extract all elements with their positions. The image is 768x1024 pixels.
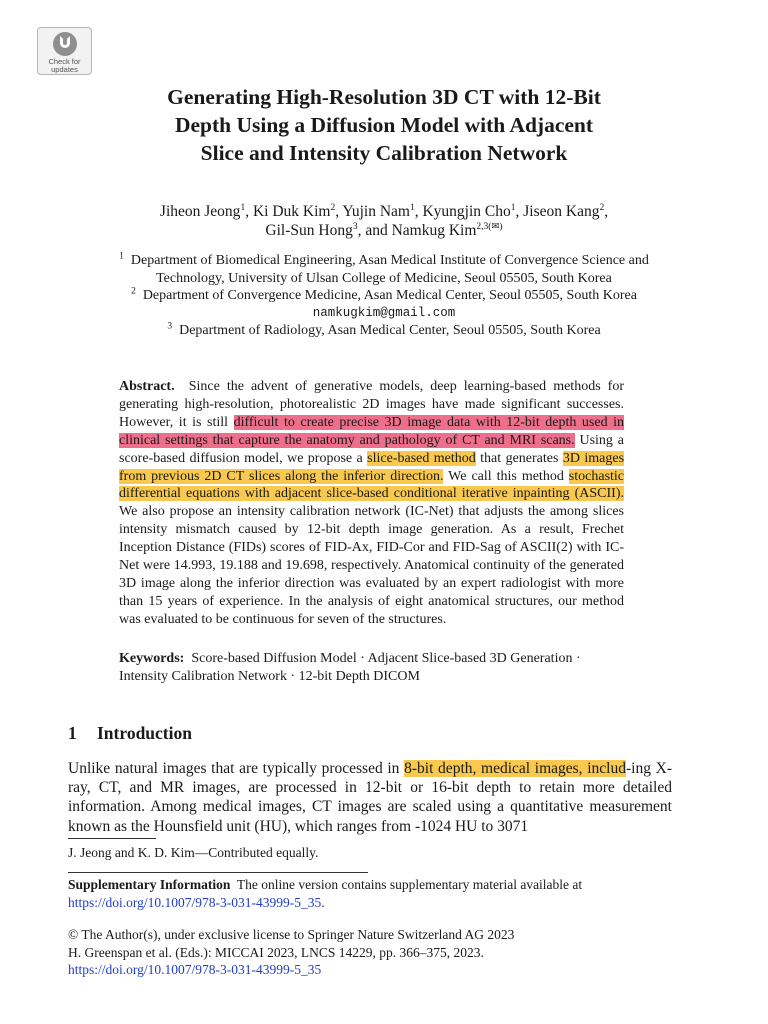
author-affiliation-mark: 1 — [240, 202, 246, 213]
author-name: Ki Duk Kim — [252, 203, 331, 220]
supplementary-label: Supplementary Information — [68, 877, 231, 892]
copyright-line: © The Author(s), under exclusive license to Springer Nature Switzerland AG 2023 — [68, 927, 515, 942]
affiliation-1 — [60, 252, 708, 270]
highlight-yellow: 8-bit depth, medical images, includ — [404, 760, 626, 777]
title-line-3: Slice and Intensity Calibration Network — [200, 141, 568, 165]
check-for-updates-badge[interactable] — [37, 27, 92, 75]
abstract-text: We also propose an intensity calibration network (IC-Net) that adjusts the among slices intensity mismatch caused by 12-bit depth image generation. As a result, Frechet Inception Distance (FIDs) scores of FID-Ax, FID-Cor and FID-Sag of ASCII(2) with IC-Net were 14.993, 19.188 and 19.698, respectively. Anatomical continuity of the generated 3D image along the inferior direction was evaluated by an expert radiologist with more than 15 years of experience. In the analysis of eight anatomical structures, our method was evaluated to be continuous for seven of the structures. — [119, 504, 624, 627]
title-line-2: Depth Using a Diffusion Model with Adjacent — [174, 113, 594, 137]
affiliation-text: Department of Biomedical Engineering, Asan Medical Institute of Convergence Science and — [130, 253, 649, 268]
author-name: Jiheon Jeong — [159, 203, 241, 220]
author-affiliation-mark: 1 — [510, 202, 516, 213]
author-name: Gil-Sun Hong — [265, 222, 353, 239]
keywords-text: Score-based Diffusion Model · Adjacent Slice-based 3D Generation · Intensity Calibration Network · 12-bit Depth DICOM — [119, 651, 581, 684]
section-title: Introduction — [97, 723, 192, 743]
author-list: Jiheon Jeong$^1$, Ki Duk Kim$^2$, Yujin Nam$^1$, Kyungjin Cho$^1$, Jiseon Kang$^2$, Gil-Sun Hong$^3$, and Namkug Kim$^{2,3(✉)}$ — [159, 202, 609, 239]
badge-label-line1: Check for — [48, 57, 81, 66]
affiliation-number: 3 — [167, 321, 173, 332]
citation-line: H. Greenspan et al. (Eds.): MICCAI 2023, LNCS 14229, pp. 366–375, 2023. — [68, 944, 484, 960]
author-name: Yujin Nam — [342, 203, 410, 220]
abstract-text: Using a score-based diffusion model, we propose a — [119, 432, 624, 466]
author-name: Namkug Kim — [391, 222, 477, 239]
section-heading — [68, 722, 192, 744]
copyright-footer — [68, 926, 674, 979]
affiliation-3 — [60, 322, 708, 340]
highlight-yellow: 3D images from previous 2D CT slices along the inferior direction. — [119, 450, 625, 484]
title-line-1: Generating High-Resolution 3D CT with 12-Bit — [167, 85, 601, 109]
highlight-yellow: slice-based method — [367, 450, 476, 466]
affiliation-1-line-2: Technology, University of Ulsan College of Medicine, Seoul 05505, South Korea — [156, 270, 612, 286]
check-updates-label — [38, 58, 91, 74]
introduction-paragraph — [68, 759, 672, 836]
keywords — [119, 650, 624, 686]
affiliation-text: Department of Convergence Medicine, Asan Medical Center, Seoul 05505, South Korea — [142, 288, 637, 303]
author-affiliation-mark: 1 — [409, 202, 415, 213]
highlight-red: difficult to create precise 3D image data with 12-bit depth used in clinical settings that capture the anatomy and pathology of CT and MRI scans. — [119, 414, 625, 448]
affiliation-text: Department of Radiology, Asan Medical Center, Seoul 05505, South Korea — [179, 323, 601, 338]
abstract-label: Abstract. — [119, 379, 175, 394]
abstract — [119, 378, 624, 629]
abstract-text: that generates — [475, 450, 563, 466]
footnote-divider — [68, 838, 156, 839]
highlight-yellow: stochastic differential equations with adjacent slice-based conditional iterative inpainting (ASCII). — [119, 468, 625, 502]
keywords-label: Keywords: — [119, 651, 185, 666]
paper-title — [80, 83, 688, 167]
affiliations — [60, 252, 708, 340]
supplementary-doi-link[interactable]: https://doi.org/10.1007/978-3-031-43999-5_35 — [68, 894, 322, 910]
author-name: Kyungjin Cho — [422, 203, 511, 220]
author-affiliation-mark: 3 — [352, 221, 358, 232]
supplementary-divider — [68, 872, 368, 873]
abstract-text: Since the advent of generative models, deep learning-based methods for generating high-resolution, photorealistic 2D images have made significant successes. However, it is still — [119, 379, 625, 430]
affiliation-2 — [60, 287, 708, 305]
supplementary-text: The online version contains supplementary material available at — [236, 877, 583, 892]
intro-text: -ing X-ray, CT, and MR images, are processed in 12-bit or 16-bit depth to retain more detailed information. Among medical images, CT images are scaled using a quantitative measurement known as the Hounsfield unit (HU), which ranges from -1024 HU to 3071 — [68, 760, 672, 835]
contribution-footnote: J. Jeong and K. D. Kim—Contributed equally. — [68, 845, 319, 860]
intro-text: Unlike natural images that are typically processed in — [68, 760, 405, 777]
check-updates-icon — [53, 32, 77, 56]
footer-doi-link[interactable]: https://doi.org/10.1007/978-3-031-43999-5_35 — [68, 962, 322, 977]
supplementary-info — [68, 876, 674, 911]
corresponding-email[interactable]: namkugkim@gmail.com — [312, 305, 456, 320]
author-affiliation-mark: 2,3(✉) — [476, 221, 503, 232]
abstract-text: We call this method — [443, 468, 569, 484]
badge-label-line2: updates — [51, 65, 78, 74]
author-affiliation-mark: 2 — [330, 202, 336, 213]
author-conjunction: and — [365, 222, 388, 239]
author-affiliation-mark: 2 — [599, 202, 605, 213]
supplementary-period: . — [321, 894, 325, 910]
affiliation-number: 2 — [131, 286, 136, 297]
author-name: Jiseon Kang — [523, 203, 600, 220]
section-number: 1 — [68, 723, 77, 743]
affiliation-number: 1 — [119, 251, 124, 262]
